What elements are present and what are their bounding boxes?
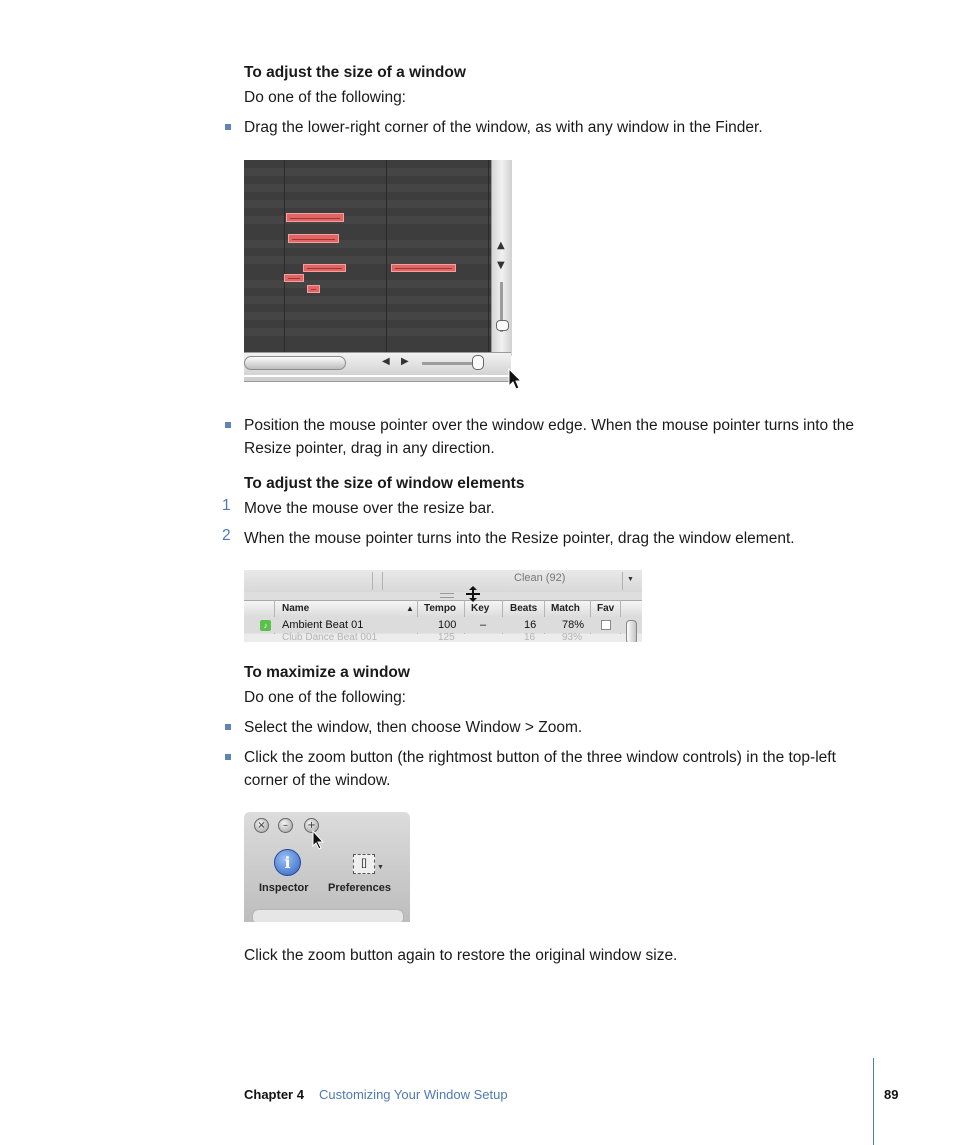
page-number: 89 [884, 1087, 899, 1102]
vertical-zoom-slider[interactable] [496, 320, 509, 331]
vertical-scrollbar[interactable] [491, 160, 512, 356]
cell-tempo: 125 [438, 632, 455, 642]
scroll-right-arrow-icon[interactable]: ▶ [401, 356, 409, 367]
minimize-button-icon[interactable]: – [278, 818, 293, 833]
midi-note[interactable] [303, 264, 346, 272]
footer-divider [873, 1058, 874, 1145]
cell-tempo: 100 [438, 619, 457, 631]
popup-arrow-icon[interactable]: ▼ [627, 576, 634, 583]
favorite-checkbox[interactable] [601, 620, 611, 630]
step-number: 2 [222, 527, 231, 544]
preferences-dropdown-icon[interactable]: ▼ [377, 864, 384, 871]
close-button-icon[interactable]: × [254, 818, 269, 833]
column-header-tempo[interactable]: Tempo [424, 603, 457, 614]
section-heading-adjust-window: To adjust the size of a window [244, 64, 466, 81]
cell-match: 93% [562, 632, 583, 642]
cell-match: 78% [562, 619, 585, 631]
bullet-text: Position the mouse pointer over the window edge. When the mouse pointer turns into the Resize pointer, drag in any direction. [244, 417, 855, 457]
arrow-pointer-icon [508, 368, 524, 392]
search-field[interactable] [252, 909, 404, 922]
browser-top-bar [244, 570, 642, 592]
cell-name: Ambient Beat 01 [282, 619, 364, 631]
scroll-left-arrow-icon[interactable]: ◀ [382, 356, 390, 367]
midi-note[interactable] [286, 213, 344, 222]
arrow-pointer-icon [312, 830, 326, 852]
column-header-beats[interactable]: Beats [510, 603, 538, 614]
step-text: Move the mouse over the resize bar. [244, 500, 495, 517]
scroll-down-arrow-icon[interactable]: ▼ [497, 260, 505, 271]
midi-note[interactable] [307, 285, 320, 293]
zoom-button-icon[interactable]: + [304, 818, 319, 833]
column-header-match[interactable]: Match [551, 603, 580, 614]
resize-bar[interactable] [244, 592, 642, 600]
loop-browser-screenshot [244, 570, 642, 642]
closing-text: Click the zoom button again to restore the original window size. [244, 947, 678, 964]
table-header [244, 600, 642, 618]
horizontal-zoom-track [422, 362, 477, 365]
section-intro: Do one of the following: [244, 89, 406, 106]
filter-popup-label[interactable]: Clean (92) [514, 572, 566, 584]
scroll-up-arrow-icon[interactable]: ▲ [497, 240, 505, 251]
cell-beats: 16 [524, 632, 536, 642]
bullet-marker [225, 724, 231, 730]
preferences-icon[interactable]: [] [353, 854, 375, 874]
footer-chapter-title: Customizing Your Window Setup [319, 1087, 508, 1102]
table-row[interactable] [244, 617, 642, 633]
loop-icon: ♪ [260, 620, 271, 631]
horizontal-scroll-thumb[interactable] [244, 356, 346, 370]
step-text: When the mouse pointer turns into the Resize pointer, drag the window element. [244, 530, 795, 547]
horizontal-scrollbar[interactable] [244, 352, 511, 375]
column-header-key[interactable]: Key [471, 603, 490, 614]
midi-note[interactable] [284, 274, 304, 282]
column-header-fav[interactable]: Fav [597, 603, 615, 614]
inspector-label[interactable]: Inspector [259, 882, 309, 894]
midi-note[interactable] [391, 264, 456, 272]
section-heading-maximize: To maximize a window [244, 664, 410, 681]
piano-roll-grid [244, 160, 491, 352]
midi-note[interactable] [288, 234, 339, 243]
window-bottom-edge [244, 377, 514, 382]
section-intro: Do one of the following: [244, 689, 406, 706]
preferences-label[interactable]: Preferences [328, 882, 391, 894]
sort-ascending-icon[interactable]: ▲ [406, 604, 414, 613]
cell-beats: 16 [524, 619, 537, 631]
piano-roll-screenshot [244, 160, 524, 392]
inspector-icon[interactable]: i [274, 849, 301, 876]
toolbar-screenshot [244, 812, 410, 922]
horizontal-zoom-slider[interactable] [472, 355, 484, 370]
resize-pointer-icon [465, 585, 481, 603]
column-header-name[interactable]: Name [282, 603, 310, 614]
table-row[interactable] [244, 634, 642, 642]
bullet-text: Click the zoom button (the rightmost button of the three window controls) in the top-left corner of the window. [244, 749, 836, 789]
step-number: 1 [222, 497, 231, 514]
cell-key: – [480, 619, 487, 631]
bullet-text: Select the window, then choose Window > Zoom. [244, 719, 583, 736]
bullet-marker [225, 422, 231, 428]
bullet-marker [225, 754, 231, 760]
cell-name: Club Dance Beat 001 [282, 632, 378, 642]
footer-chapter: Chapter 4 [244, 1087, 304, 1102]
section-heading-adjust-elements: To adjust the size of window elements [244, 475, 525, 492]
bullet-text: Drag the lower-right corner of the window, as with any window in the Finder. [244, 119, 763, 136]
bullet-marker [225, 124, 231, 130]
table-scroll-thumb[interactable] [626, 620, 637, 642]
